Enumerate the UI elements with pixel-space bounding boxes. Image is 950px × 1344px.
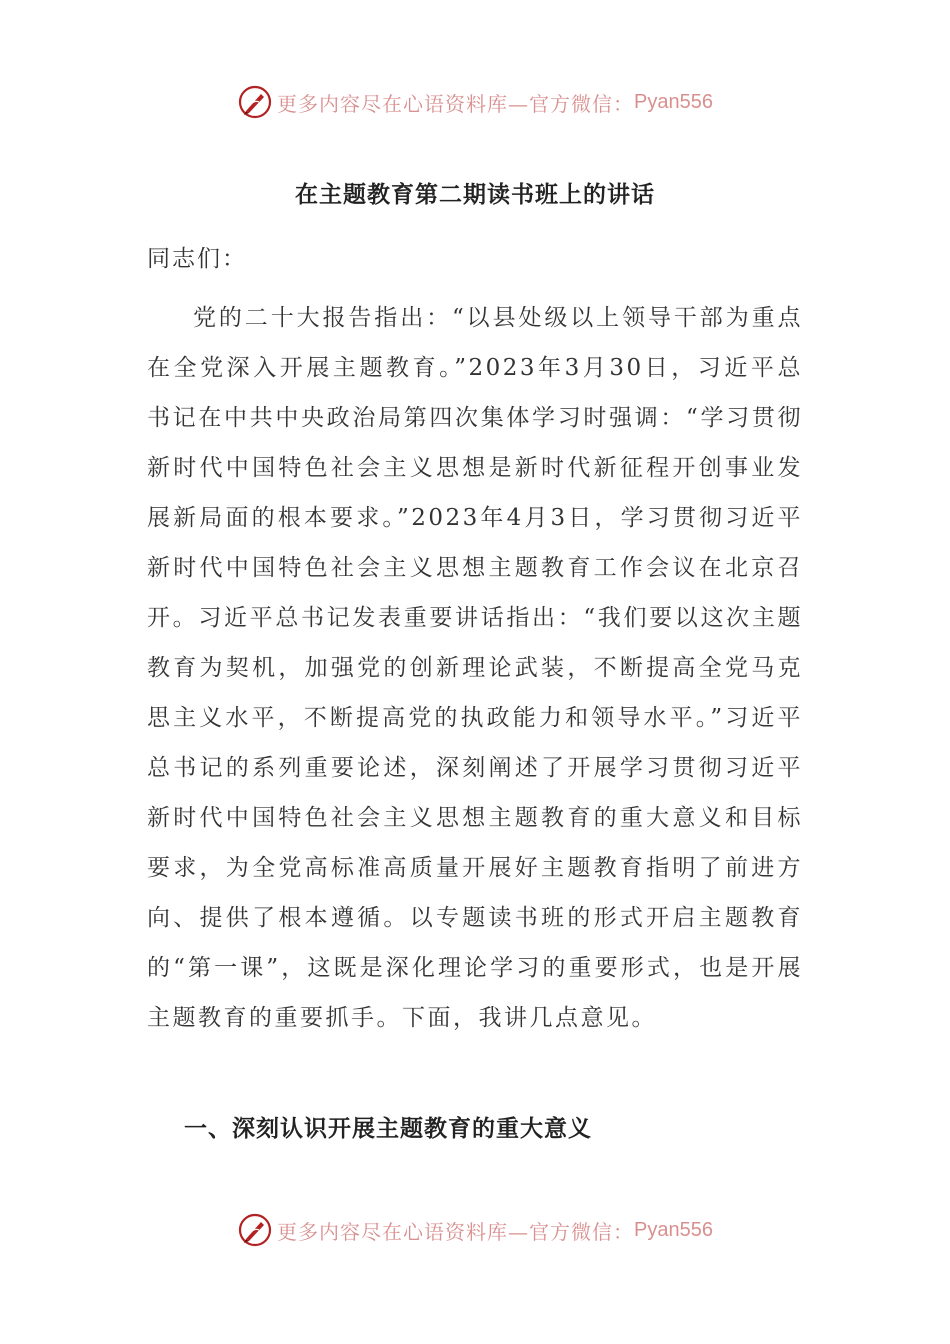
document-title: 在主题教育第二期读书班上的讲话 [295,182,655,208]
pen-logo-icon [237,84,273,120]
body-paragraph: 党的二十大报告指出：“以县处级以上领导干部为重点在全党深入开展主题教育。”2023年3月30日，习近平总书记在中共中央政治局第四次集体学习时强调：“学习贯彻新时代中国特色社会主义思想是新时代新征程开创事业发展新局面的根本要求。”2023年4月3日，学习贯彻习近平新时代中国特色社会主义思想主题教育工作会议在北京召开。习近平总书记发表重要讲话指出：“我们要以这次主题教育为契机，加强党的创新理论武装，不断提高全党马克思主义水平，不断提高党的执政能力和领导水平。”习近平总书记的系列重要论述，深刻阐述了开展学习贯彻习近平新时代中国特色社会主义思想主题教育的重大意义和目标要求，为全党高标准高质量开展好主题教育指明了前进方向、提供了根本遵循。以专题读书班的形式开启主题教育的“第一课”，这既是深化理论学习的重要形式，也是开展主题教育的重要抓手。下面，我讲几点意见。 [147,305,803,1031]
section-heading-1: 一、深刻认识开展主题教育的重大意义 [184,1116,592,1142]
watermark-text: 更多内容尽在心语资料库—官方微信： [277,91,635,116]
watermark-text: 更多内容尽在心语资料库—官方微信： [277,1219,635,1244]
watermark-banner-top [0,80,950,124]
watermark-wechat-id: Pyan556 [634,90,713,113]
watermark-wechat-id: Pyan556 [634,1218,713,1241]
watermark-banner-bottom [0,1208,950,1252]
salutation: 同志们： [147,246,247,272]
pen-logo-icon [237,1212,273,1248]
